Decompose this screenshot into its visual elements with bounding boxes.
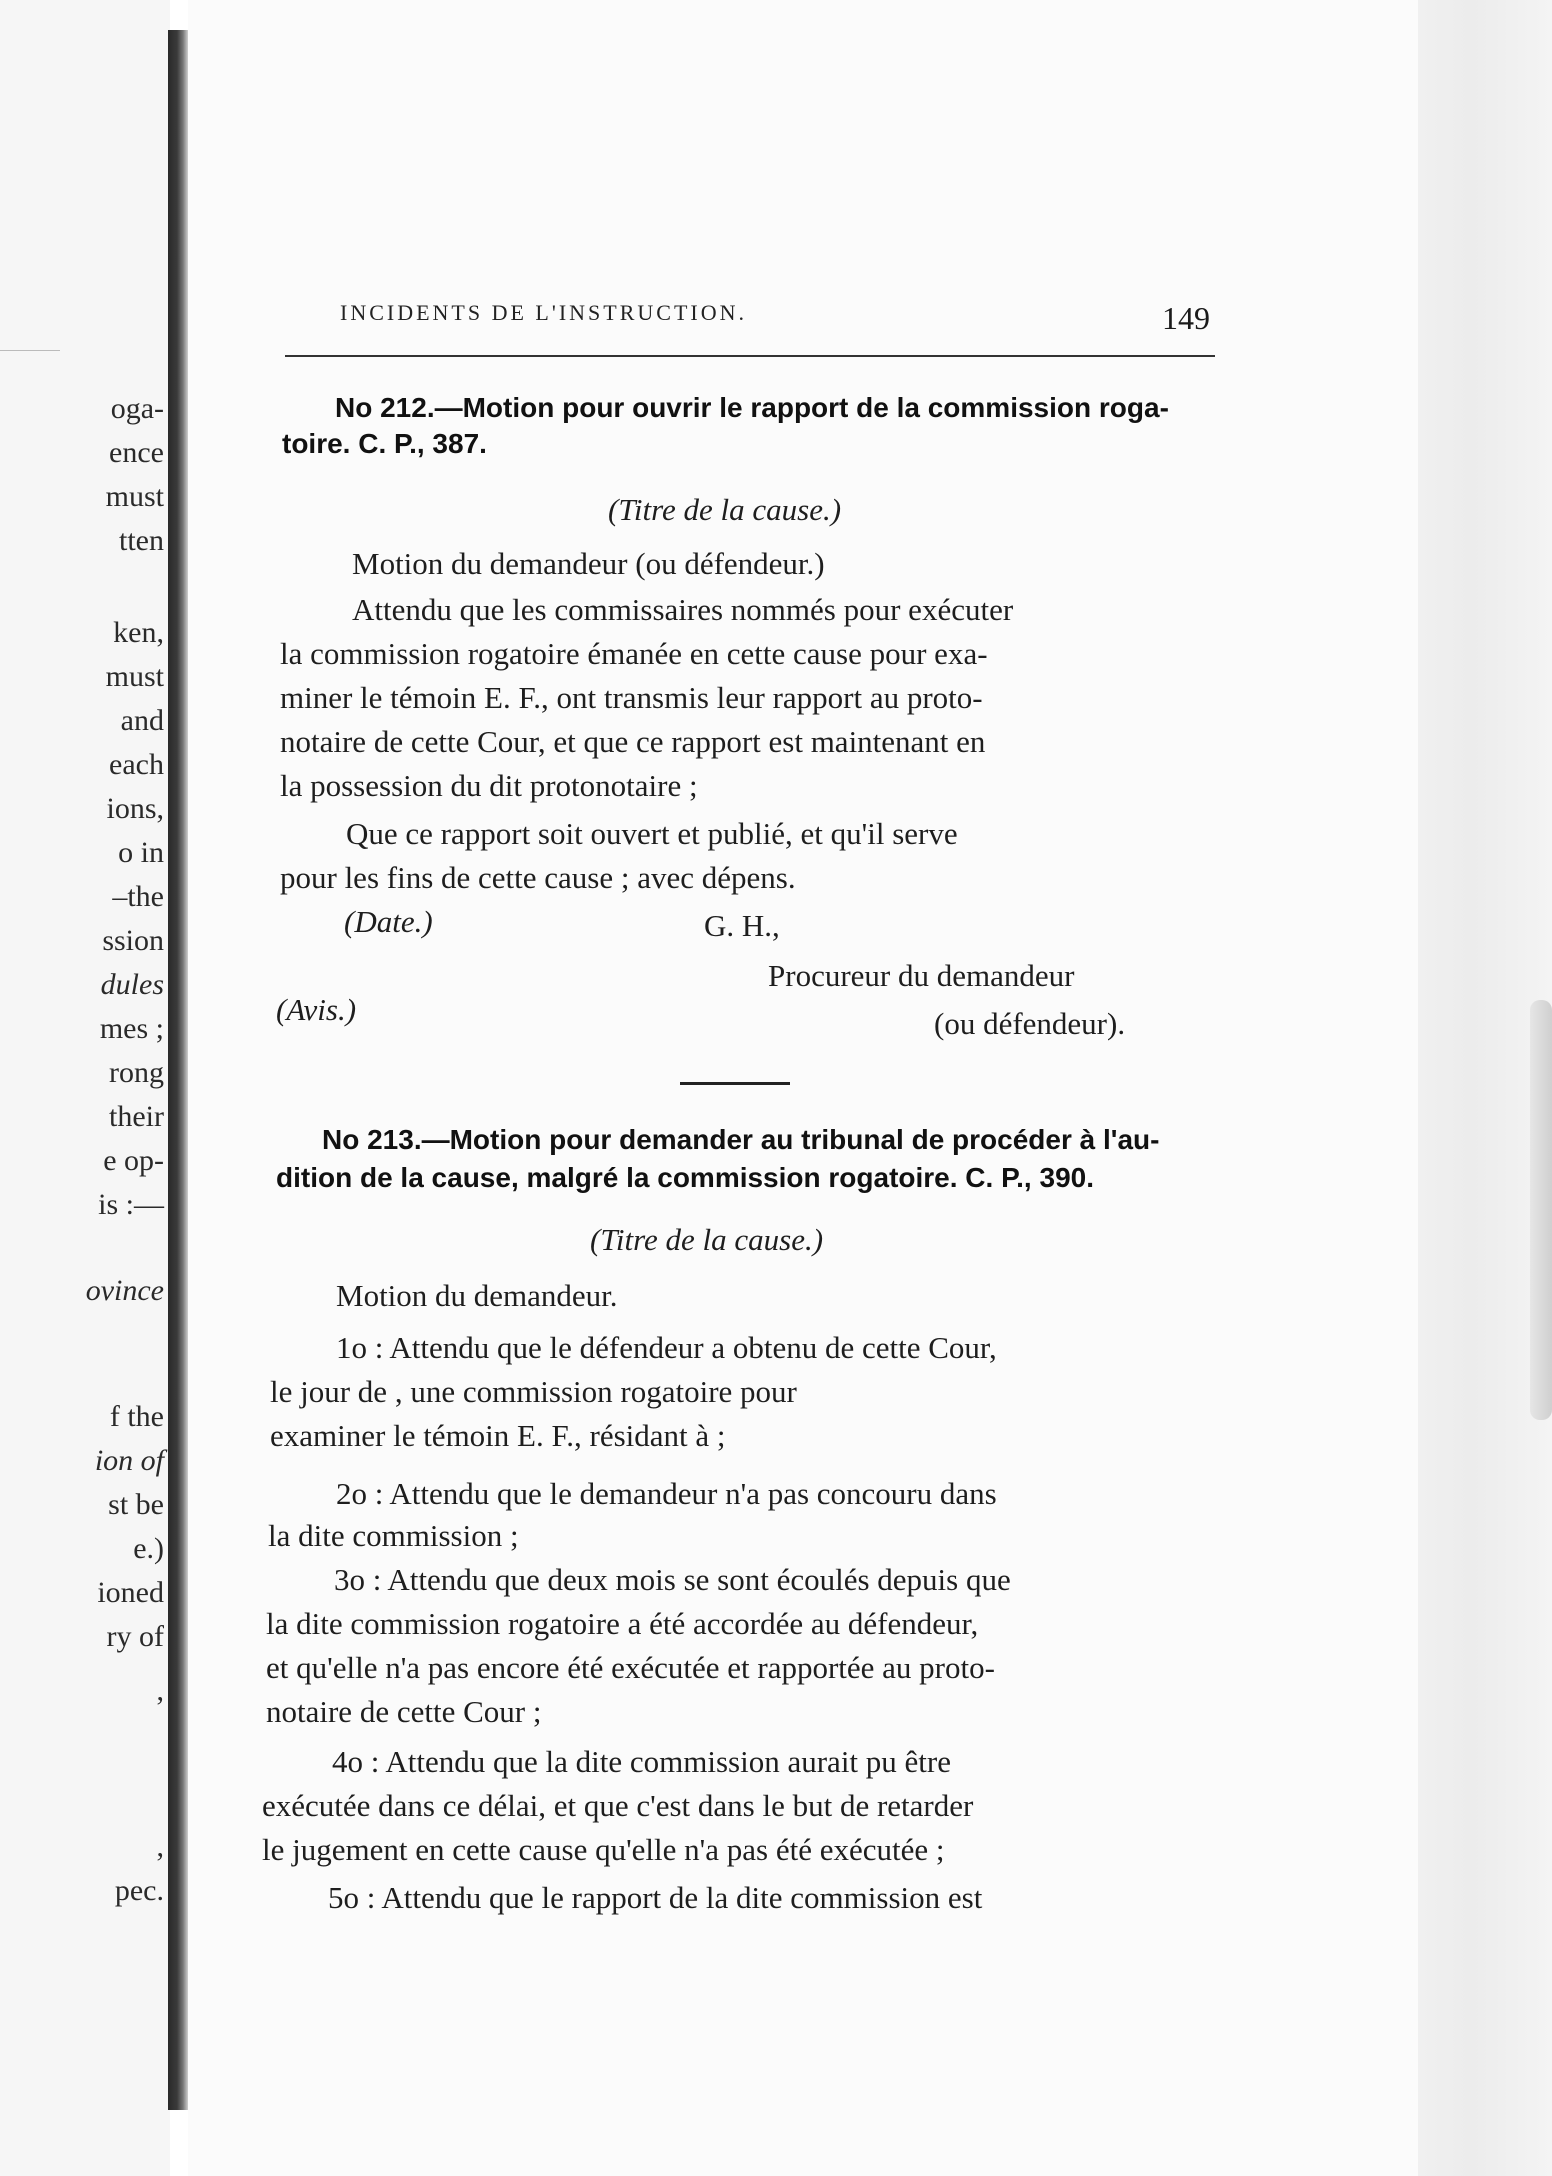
left-text-fragment: e op- (103, 1144, 164, 1177)
form-212-line: notaire de cette Cour, et que ce rapport est maintenant en (280, 724, 986, 759)
form-213-line: 1o : Attendu que le défendeur a obtenu de cette Cour, (336, 1330, 997, 1365)
book-spine-gutter (168, 30, 188, 2110)
left-page-fragment (0, 0, 170, 2176)
left-text-fragment: ioned (97, 1576, 164, 1609)
left-text-fragment: –the (112, 880, 164, 913)
form-213-line: 3o : Attendu que deux mois se sont écoulés depuis que (334, 1562, 1011, 1597)
running-head: INCIDENTS DE L'INSTRUCTION. (340, 300, 747, 325)
left-text-fragment: is :— (98, 1188, 164, 1221)
form-213-line: la dite commission rogatoire a été accordée au défendeur, (266, 1606, 979, 1641)
form-213-line: la dite commission ; (268, 1518, 519, 1553)
form-213-case-title: (Titre de la cause.) (590, 1222, 824, 1257)
left-text-fragment: tten (119, 524, 164, 557)
form-213-line: exécutée dans ce délai, et que c'est dans le but de retarder (262, 1788, 974, 1823)
left-text-fragment: each (109, 748, 164, 781)
form-212-heading-line2: toire. C. P., 387. (282, 428, 487, 459)
form-213-heading-line1: No 213.—Motion pour demander au tribunal de procéder à l'au- (322, 1124, 1160, 1155)
left-text-fragment: must (105, 660, 164, 693)
form-213-line: 2o : Attendu que le demandeur n'a pas concouru dans (336, 1476, 997, 1511)
left-text-fragment: rong (109, 1056, 164, 1089)
form-213-line: le jugement en cette cause qu'elle n'a pas été exécutée ; (262, 1832, 945, 1867)
left-text-fragment: must (105, 480, 164, 513)
form-212-line: Que ce rapport soit ouvert et publié, et qu'il serve (346, 816, 958, 851)
left-text-fragment: ions, (106, 792, 164, 825)
left-text-fragment: ence (109, 436, 164, 469)
left-page-rule (0, 350, 60, 351)
form-212-line: miner le témoin E. F., ont transmis leur rapport au proto- (280, 680, 983, 715)
left-text-fragment: ken, (113, 616, 164, 649)
page-number: 149 (1162, 300, 1210, 336)
page-edge-shadow (1530, 1000, 1552, 1420)
form-212-line: la possession du dit protonotaire ; (280, 768, 698, 803)
form-213-line: le jour de , une commission rogatoire pour (270, 1374, 797, 1409)
form-212-line: Motion du demandeur (ou défendeur.) (352, 546, 825, 581)
page-edge (1418, 0, 1552, 2176)
form-212-date: (Date.) (344, 904, 433, 939)
left-text-fragment: ovince (85, 1274, 164, 1307)
form-213-line: 4o : Attendu que la dite commission aurait pu être (332, 1744, 952, 1779)
form-213-heading-line2: dition de la cause, malgré la commission rogatoire. C. P., 390. (276, 1162, 1094, 1193)
left-text-fragment: their (109, 1100, 164, 1133)
left-text-fragment: ry of (106, 1620, 164, 1653)
form-212-avis: (Avis.) (276, 992, 357, 1027)
left-text-fragment: and (120, 704, 164, 737)
form-212-signer-line1: Procureur du demandeur (768, 958, 1075, 993)
left-text-fragment: pec. (114, 1874, 164, 1907)
left-text-fragment: f the (109, 1400, 164, 1433)
form-213-line: 5o : Attendu que le rapport de la dite commission est (328, 1880, 983, 1915)
left-text-fragment: mes ; (99, 1012, 164, 1045)
form-212-case-title: (Titre de la cause.) (608, 492, 842, 527)
form-213-line: notaire de cette Cour ; (266, 1694, 542, 1729)
left-text-fragment: e.) (133, 1532, 164, 1565)
form-212-line: la commission rogatoire émanée en cette cause pour exa- (280, 636, 988, 671)
form-212-signer-line2: (ou défendeur). (934, 1006, 1126, 1041)
left-text-fragment: oga- (110, 392, 164, 425)
form-212-line: pour les fins de cette cause ; avec dépens. (280, 860, 796, 895)
left-text-fragment: o in (118, 836, 164, 869)
left-text-fragment: dules (100, 968, 164, 1001)
left-text-fragment: , (156, 1674, 164, 1707)
form-213-intro: Motion du demandeur. (336, 1278, 618, 1313)
left-text-fragment: ion of (94, 1444, 164, 1477)
form-212-heading-line1: No 212.—Motion pour ouvrir le rapport de la commission roga- (335, 392, 1169, 423)
form-212-signature: G. H., (704, 908, 780, 943)
left-text-fragment: st be (108, 1488, 164, 1521)
section-separator (680, 1082, 790, 1085)
form-213-line: et qu'elle n'a pas encore été exécutée et rapportée au proto- (266, 1650, 995, 1685)
header-rule (285, 355, 1215, 357)
left-text-fragment: ssion (102, 924, 164, 957)
left-text-fragment: , (156, 1830, 164, 1863)
form-213-line: examiner le témoin E. F., résidant à ; (270, 1418, 726, 1453)
form-212-line: Attendu que les commissaires nommés pour exécuter (352, 592, 1014, 627)
